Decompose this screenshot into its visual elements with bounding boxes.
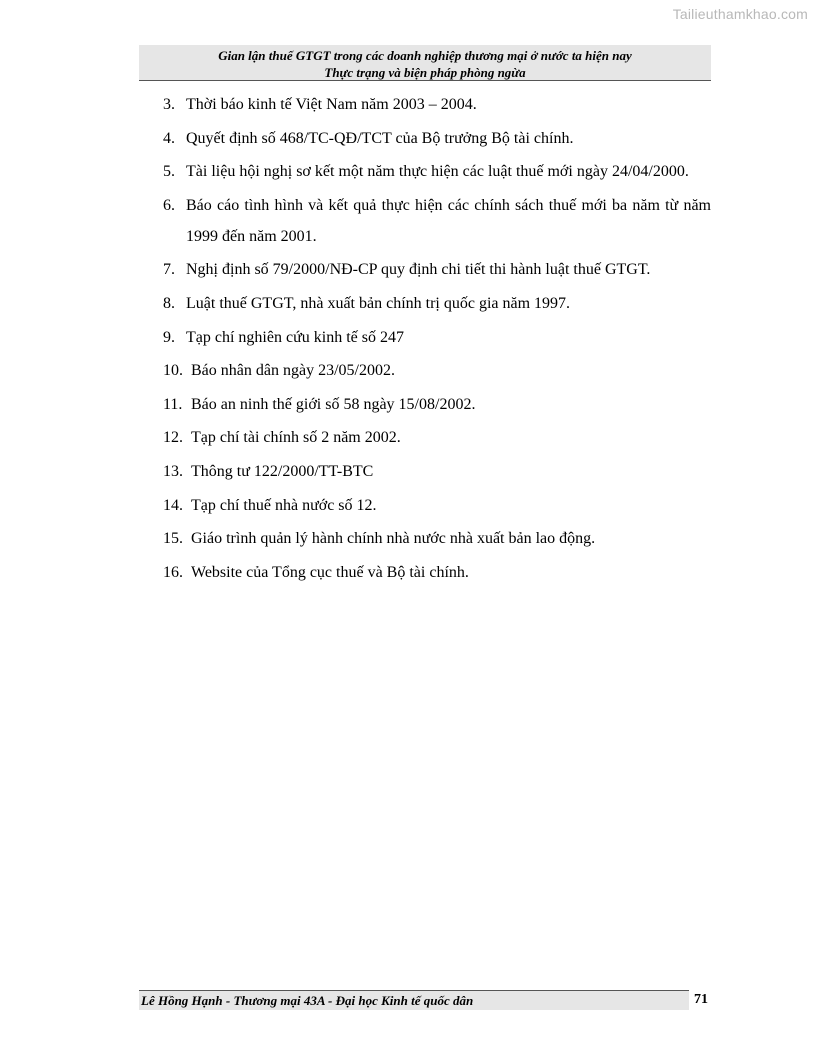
reference-number: 16. <box>163 563 183 581</box>
header-title-line-1: Gian lận thuế GTGT trong các doanh nghiệp thương mại ở nước ta hiện nay <box>218 48 632 63</box>
reference-text: Thông tư 122/2000/TT-BTC <box>191 462 374 480</box>
reference-item <box>163 490 711 521</box>
reference-item <box>163 190 711 252</box>
reference-item <box>163 288 711 319</box>
reference-text: Giáo trình quản lý hành chính nhà nước nhà xuất bản lao động. <box>191 530 596 548</box>
footer-author: Lê Hồng Hạnh - Thương mại 43A - Đại học Kinh tế quốc dân <box>141 993 474 1008</box>
reference-number: 15. <box>163 530 183 548</box>
reference-text: Báo an ninh thế giới số 58 ngày 15/08/2002. <box>191 395 476 413</box>
reference-item <box>163 322 711 353</box>
reference-number: 14. <box>163 496 183 514</box>
reference-text: Website của Tổng cục thuế và Bộ tài chính. <box>191 563 469 581</box>
reference-item <box>163 355 711 386</box>
reference-item <box>163 254 711 285</box>
reference-item <box>163 123 711 154</box>
reference-number: 10. <box>163 362 183 380</box>
reference-number: 5. <box>163 163 175 181</box>
reference-text: Báo nhân dân ngày 23/05/2002. <box>191 362 395 380</box>
watermark: Tailieuthamkhao.com <box>672 6 808 22</box>
reference-number: 12. <box>163 429 183 447</box>
reference-text: Báo cáo tình hình và kết quả thực hiện các chính sách thuế mới ba năm từ năm 1999 đến năm 2001. <box>186 196 711 245</box>
reference-text: Tạp chí nghiên cứu kinh tế số 247 <box>186 328 404 346</box>
reference-item <box>163 422 711 453</box>
header-title-line-2: Thực trạng và biện pháp phòng ngừa <box>324 65 526 80</box>
reference-number: 6. <box>163 196 175 214</box>
reference-number: 4. <box>163 129 175 147</box>
reference-text: Tạp chí thuế nhà nước số 12. <box>191 496 377 514</box>
reference-number: 13. <box>163 462 183 480</box>
reference-item <box>163 557 711 588</box>
reference-item <box>163 389 711 420</box>
reference-text: Tạp chí tài chính số 2 năm 2002. <box>191 429 401 447</box>
page-header <box>139 45 711 81</box>
reference-list <box>163 89 711 590</box>
reference-text: Tài liệu hội nghị sơ kết một năm thực hiện các luật thuế mới ngày 24/04/2000. <box>186 163 689 181</box>
page-footer <box>139 990 689 1010</box>
reference-item <box>163 456 711 487</box>
reference-text: Nghị định số 79/2000/NĐ-CP quy định chi tiết thi hành luật thuế GTGT. <box>186 261 651 279</box>
reference-number: 9. <box>163 328 175 346</box>
reference-number: 8. <box>163 294 175 312</box>
reference-item <box>163 156 711 187</box>
reference-number: 7. <box>163 261 175 279</box>
reference-item <box>163 89 711 120</box>
page-number: 71 <box>694 992 708 1007</box>
reference-number: 3. <box>163 96 175 113</box>
reference-text: Thời báo kinh tế Việt Nam năm 2003 – 2004. <box>186 96 477 113</box>
reference-number: 11. <box>163 395 183 413</box>
reference-item <box>163 523 711 554</box>
reference-text: Quyết định số 468/TC-QĐ/TCT của Bộ trưởng Bộ tài chính. <box>186 129 574 147</box>
reference-text: Luật thuế GTGT, nhà xuất bản chính trị quốc gia năm 1997. <box>186 294 571 312</box>
